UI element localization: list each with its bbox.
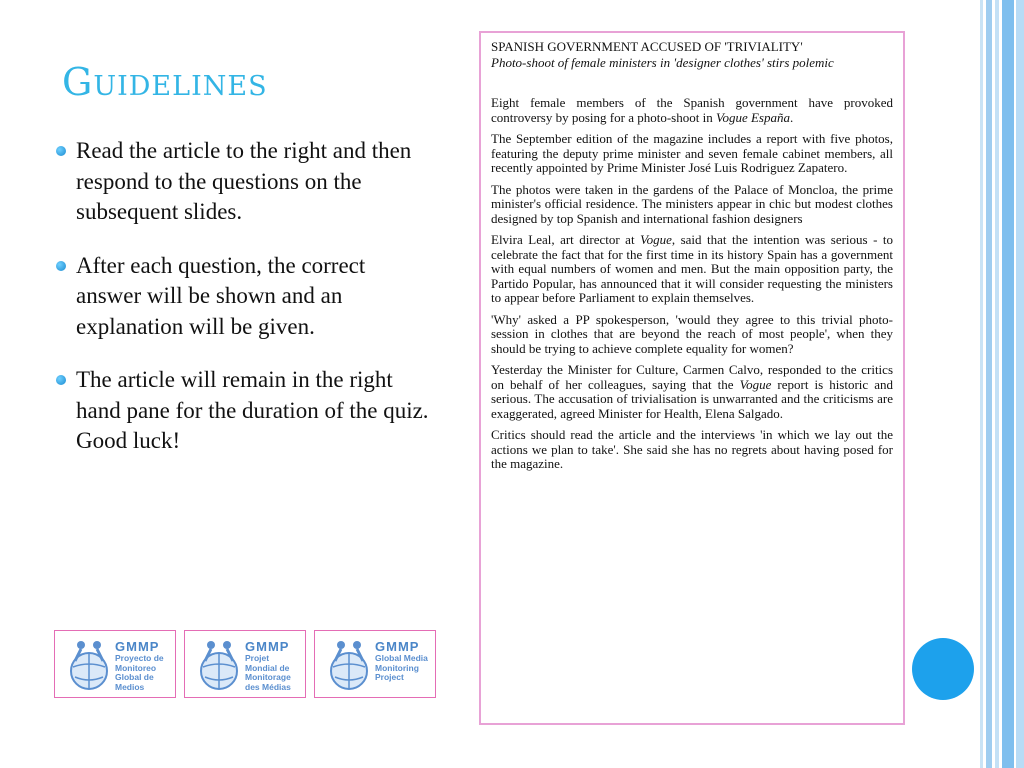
guideline-list [52, 136, 432, 480]
guideline-item [52, 365, 432, 457]
slide-title: Guidelines [62, 60, 268, 104]
guideline-text: The article will remain in the right hand pane for the duration of the quiz. Good luck! [76, 367, 429, 453]
article-paragraph: The photos were taken in the gardens of the Palace of Moncloa, the prime minister's official residence. The ministers appear in chic but modest clothes designed by top Spanish and international fashion designers [491, 181, 893, 226]
magazine-name: Vogue España [715, 109, 790, 125]
article-paragraph: 'Why' asked a PP spokesperson, 'would they agree to this trivial photo-session in clothes that are beyond the reach of most people', when they should be trying to achieve complete equality for women? [491, 311, 893, 356]
logo-name: Global Media Monitoring Project [375, 653, 428, 682]
logo-acronym: GMMP [245, 639, 290, 654]
globe-icon [61, 637, 117, 693]
globe-icon [191, 637, 247, 693]
article-paragraph: Eight female members of the Spanish government have provoked controversy by posing for a photo-shoot in Vogue España. [491, 95, 893, 125]
article-paragraph: Critics should read the article and the interviews 'in which we lay out the actions we plan to take'. She said she has no regrets about having posed for the magazine. [491, 427, 893, 471]
article-pane[interactable] [479, 31, 905, 725]
logo-name: Projet Mondial de Monitorage des Médias [245, 653, 291, 692]
globe-icon [321, 637, 377, 693]
decorative-stripe [995, 0, 999, 768]
guideline-text: Read the article to the right and then respond to the questions on the subsequent slides. [76, 138, 412, 224]
article-subhead: Photo-shoot of female ministers in 'designer clothes' stirs polemic [491, 54, 834, 70]
magazine-name: Vogue [640, 232, 672, 247]
guideline-item [52, 251, 432, 343]
article-paragraph: Elvira Leal, art director at Vogue, said that the intention was serious - to celebrate the fact that for the first time in its history Spain has a government with equal numbers of women and men. But the main opposition party, the Partido Popular, has announced that it will consider requesting the ministers to appear before Parliament to explain themselves. [491, 232, 893, 305]
article-paragraph: Yesterday the Minister for Culture, Carmen Calvo, responded to the critics on behalf of her colleagues, saying that the Vogue report is historic and serious. The accusation of trivialisation is unwarranted and the criticisms are exaggerated, agreed Minister for Health, Elena Salgado. [491, 362, 893, 421]
guideline-text: After each question, the correct answer will be shown and an explanation will be given. [76, 252, 366, 339]
logo-acronym: GMMP [115, 639, 160, 654]
decorative-stripe [1016, 0, 1024, 768]
magazine-name: Vogue [739, 376, 772, 392]
decorative-stripe [986, 0, 992, 768]
bullet-icon [56, 146, 66, 156]
bullet-icon [56, 375, 66, 385]
article-headline: SPANISH GOVERNMENT ACCUSED OF 'TRIVIALITY' [491, 39, 803, 54]
decorative-stripe [1002, 0, 1014, 768]
logo-name: Proyecto de Monitoreo Global de Medios [115, 653, 164, 692]
gmmp-logo-english [314, 630, 436, 698]
article-paragraph: The September edition of the magazine includes a report with five photos, featuring the deputy prime minister and seven female cabinet members, all recently appointed by Prime Minister José Luis Rodriguez Zapatero. [491, 131, 893, 175]
logo-acronym: GMMP [375, 639, 420, 654]
gmmp-logo-spanish [54, 630, 176, 698]
guideline-item [52, 136, 432, 228]
decorative-circle [912, 638, 974, 700]
decorative-stripe [980, 0, 983, 768]
gmmp-logos [54, 630, 436, 698]
gmmp-logo-french [184, 630, 306, 698]
bullet-icon [56, 261, 66, 271]
